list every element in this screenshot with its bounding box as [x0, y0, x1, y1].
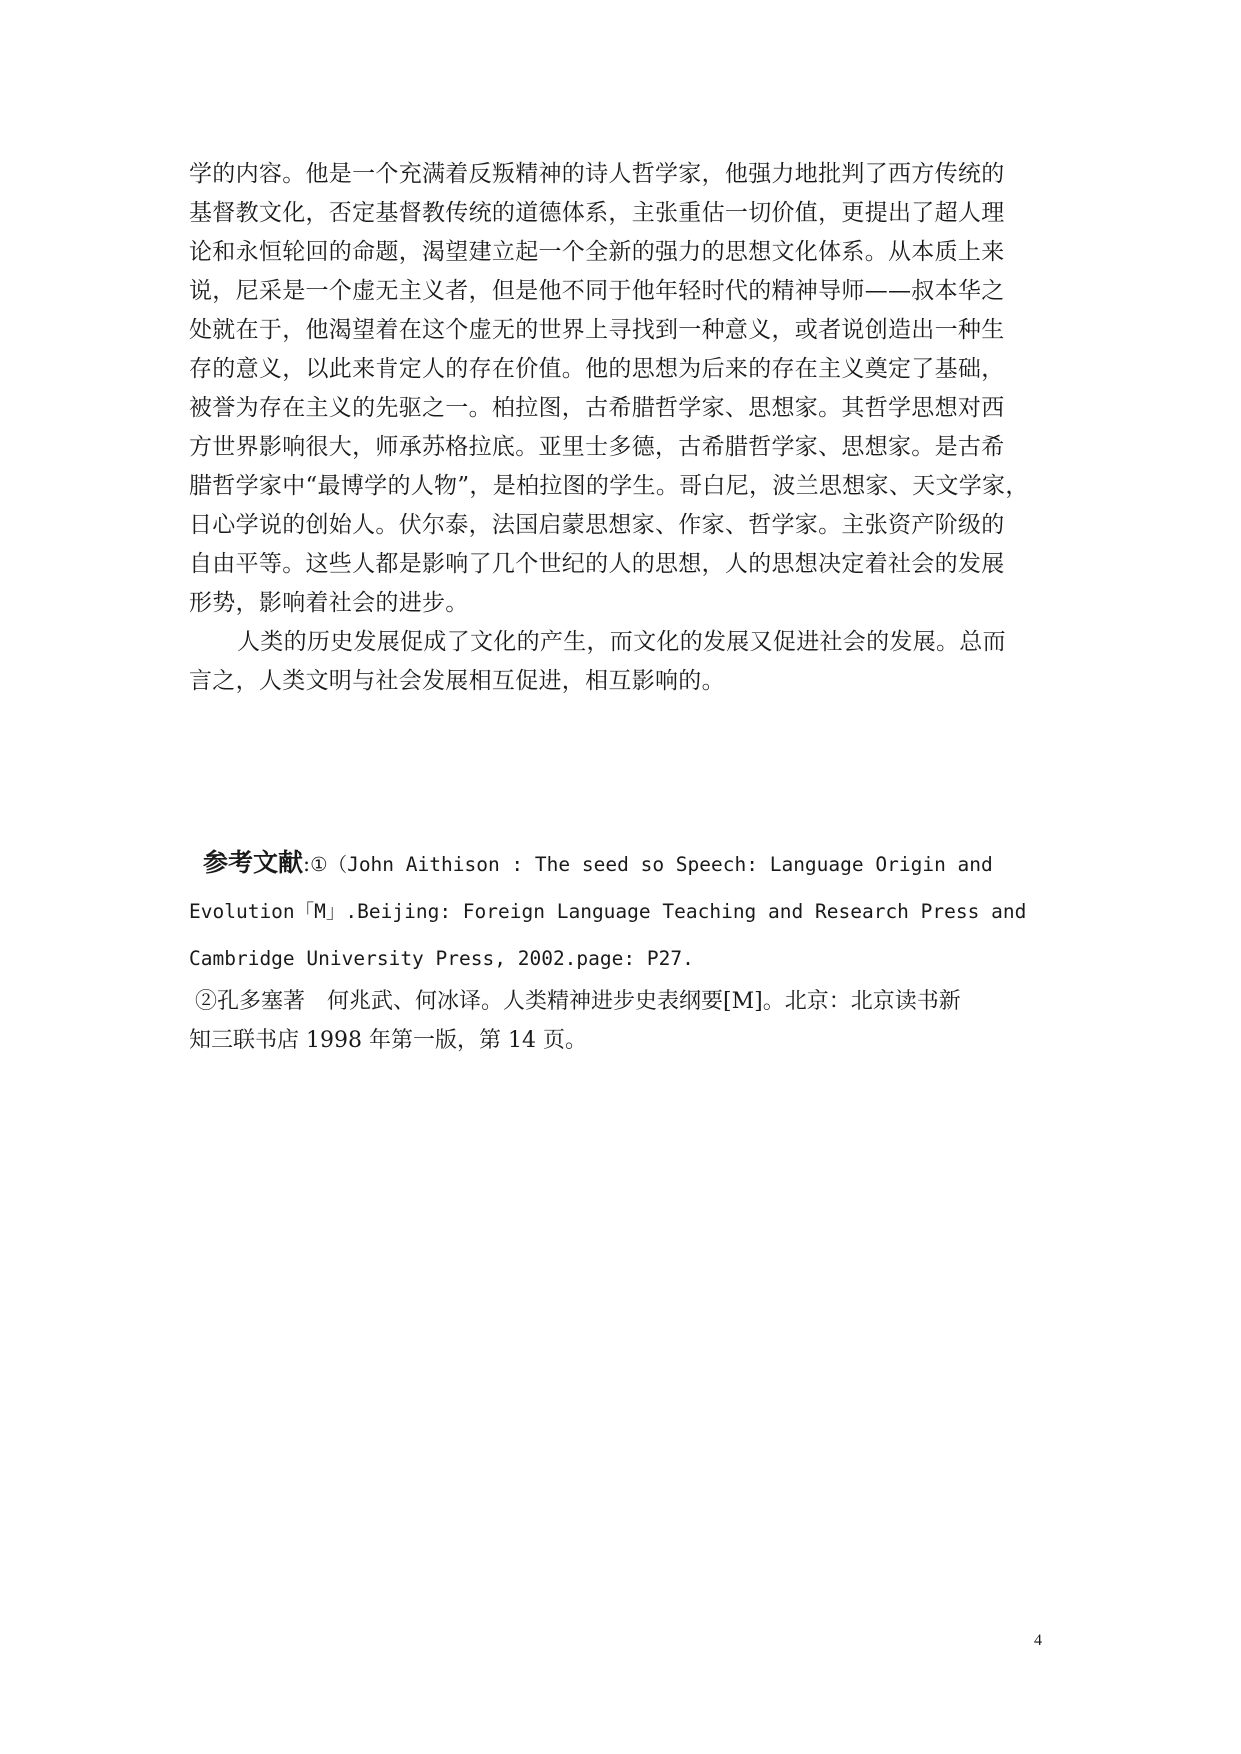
body-line: 方世界影响很大，师承苏格拉底。亚里士多德，古希腊哲学家、思想家。是古希 — [189, 434, 1005, 460]
body-line: 形势，影响着社会的进步。 — [189, 590, 469, 616]
body-line: 自由平等。这些人都是影响了几个世纪的人的思想，人的思想决定着社会的发展 — [189, 551, 1005, 577]
reference-2-line: ②孔多塞著 何兆武、何冰译。人类精神进步史表纲要[M]。北京：北京读书新 — [195, 989, 961, 1014]
page-number: 4 — [1034, 1632, 1042, 1649]
body-line: 言之，人类文明与社会发展相互促进，相互影响的。 — [189, 668, 725, 694]
body-line: 腊哲学家中“最博学的人物”，是柏拉图的学生。哥白尼，波兰思想家、天文学家， — [189, 473, 1029, 499]
reference-1-line: Evolution「M」.Beijing: Foreign Language Teaching and Research Press and — [189, 900, 1027, 923]
body-line: 日心学说的创始人。伏尔泰，法国启蒙思想家、作家、哲学家。主张资产阶级的 — [189, 512, 1005, 538]
references-heading: 参考文献 — [203, 848, 304, 877]
body-line: 存的意义，以此来肯定人的存在价值。他的思想为后来的存在主义奠定了基础， — [189, 356, 1005, 382]
reference-1-line — [189, 838, 1089, 888]
body-line: 基督教文化，否定基督教传统的道德体系，主张重估一切价值，更提出了超人理 — [189, 200, 1005, 226]
body-line: 人类的历史发展促成了文化的产生，而文化的发展又促进社会的发展。总而 — [237, 629, 1006, 655]
reference-1-text: ①（John Aithison : The seed so Speech: Language Origin and — [310, 853, 993, 876]
reference-2-line: 知三联书店 1998 年第一版，第 14 页。 — [189, 1028, 587, 1053]
references-colon: : — [303, 852, 311, 876]
body-text — [189, 155, 1051, 701]
body-line: 论和永恒轮回的命题，渴望建立起一个全新的强力的思想文化体系。从本质上来 — [189, 239, 1005, 265]
body-line: 说，尼采是一个虚无主义者，但是他不同于他年轻时代的精神导师——叔本华之 — [189, 278, 1005, 304]
references-section — [189, 838, 1089, 1060]
body-line: 被誉为存在主义的先驱之一。柏拉图，古希腊哲学家、思想家。其哲学思想对西 — [189, 395, 1005, 421]
body-line: 处就在于，他渴望着在这个虚无的世界上寻找到一种意义，或者说创造出一种生 — [189, 317, 1005, 343]
reference-1-line: Cambridge University Press, 2002.page: P27. — [189, 947, 694, 970]
body-line: 学的内容。他是一个充满着反叛精神的诗人哲学家，他强力地批判了西方传统的 — [189, 161, 1005, 187]
